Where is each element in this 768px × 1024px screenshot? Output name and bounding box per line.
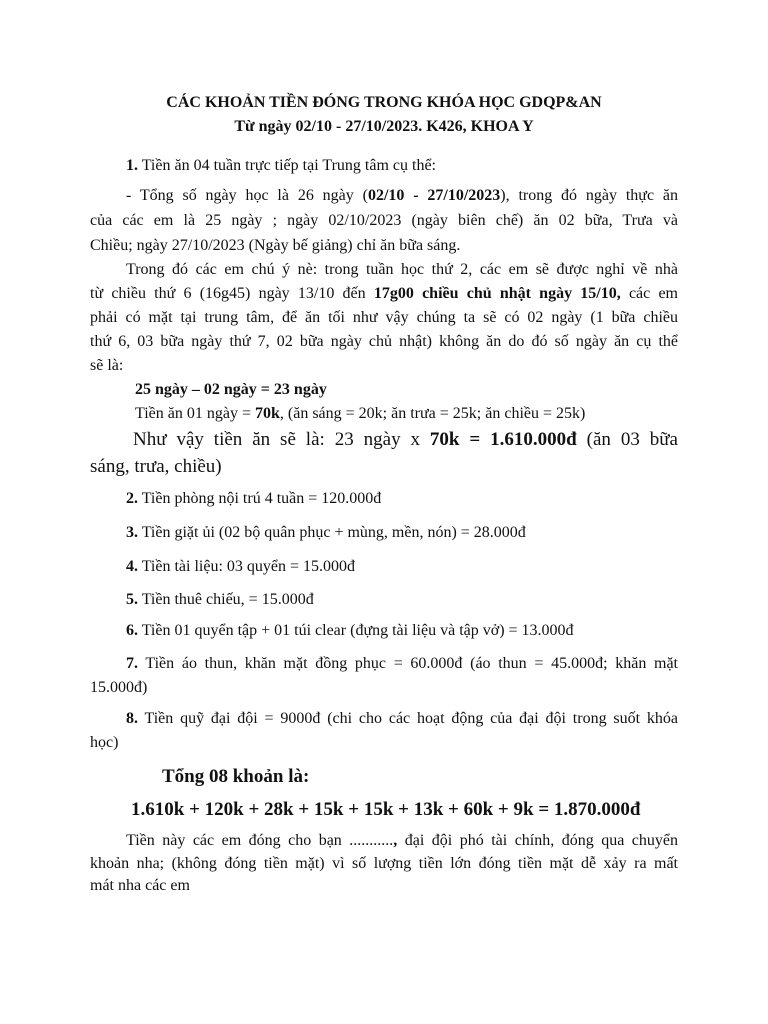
item-number: 1. bbox=[126, 157, 138, 174]
paragraph-2-line-5: sẽ là: bbox=[90, 357, 124, 374]
fee-item: 5. Tiền thuê chiếu, = 15.000đ bbox=[126, 591, 314, 608]
fee-item-continuation: học) bbox=[90, 734, 119, 751]
fee-item: 2. Tiền phòng nội trú 4 tuần = 120.000đ bbox=[126, 490, 382, 507]
paragraph-1-line-1: - Tổng số ngày học là 26 ngày (02/10 - 27/10/2023), trong đó ngày thực ăn bbox=[126, 187, 678, 204]
daily-meal-rate: Tiền ăn 01 ngày = 70k, (ăn sáng = 20k; ăn trưa = 25k; ăn chiều = 25k) bbox=[135, 405, 586, 422]
section-1-heading bbox=[126, 157, 436, 175]
paragraph-1-line-2: của các em là 25 ngày ; ngày 02/10/2023 (ngày biên chế) ăn 02 bữa, Trưa và bbox=[90, 212, 678, 229]
payment-note-line-2: khoản nha; (không đóng tiền mặt) vì số lượng tiền lớn đóng tiền mặt dễ xảy ra mất bbox=[90, 855, 678, 872]
paragraph-2-line-4: thứ 6, 03 bữa ngày thứ 7, 02 bữa ngày chủ nhật) không ăn do đó số ngày ăn cụ thể bbox=[90, 333, 678, 350]
paragraph-1-line-3: Chiều; ngày 27/10/2023 (Ngày bế giảng) chỉ ăn bữa sáng. bbox=[90, 237, 461, 254]
document-subtitle: Từ ngày 02/10 - 27/10/2023. K426, KHOA Y bbox=[234, 118, 534, 135]
meal-total-line-2: sáng, trưa, chiều) bbox=[90, 456, 222, 477]
payment-note-line-1: Tiền này các em đóng cho bạn ..........., đại đội phó tài chính, đóng qua chuyển bbox=[126, 832, 678, 849]
meal-total-line-1: Như vậy tiền ăn sẽ là: 23 ngày x 70k = 1.610.000đ (ăn 03 bữa bbox=[133, 429, 678, 450]
summary-formula: 1.610k + 120k + 28k + 15k + 15k + 13k + 60k + 9k = 1.870.000đ bbox=[131, 799, 641, 820]
item-text: Tiền ăn 04 tuần trực tiếp tại Trung tâm cụ thể: bbox=[138, 157, 436, 174]
fee-item: 4. Tiền tài liệu: 03 quyển = 15.000đ bbox=[126, 558, 356, 575]
paragraph-2-line-1: Trong đó các em chú ý nè: trong tuần học thứ 2, các em sẽ được nghỉ về nhà bbox=[126, 261, 678, 278]
payment-note-line-3: mát nha các em bbox=[90, 877, 190, 894]
paragraph-2-line-3: phải có mặt tại trung tâm, để ăn tối như vậy chúng ta sẽ có 02 ngày (1 bữa chiều bbox=[90, 309, 678, 326]
fee-item: 8. Tiền quỹ đại đội = 9000đ (chi cho các hoạt động của đại đội trong suốt khóa bbox=[126, 710, 678, 727]
fee-item-continuation: 15.000đ) bbox=[90, 679, 148, 696]
document-title: CÁC KHOẢN TIỀN ĐÓNG TRONG KHÓA HỌC GDQP&AN bbox=[166, 94, 602, 111]
fee-item: 6. Tiền 01 quyển tập + 01 túi clear (đựng tài liệu và tập vở) = 13.000đ bbox=[126, 622, 574, 639]
summary-heading: Tổng 08 khoản là: bbox=[162, 766, 310, 787]
paragraph-2-line-2: từ chiều thứ 6 (16g45) ngày 13/10 đến 17g00 chiều chủ nhật ngày 15/10, các em bbox=[90, 285, 679, 302]
fee-item: 7. Tiền áo thun, khăn mặt đồng phục = 60.000đ (áo thun = 45.000đ; khăn mặt bbox=[126, 655, 678, 672]
fee-item: 3. Tiền giặt ủi (02 bộ quân phục + mùng, mền, nón) = 28.000đ bbox=[126, 524, 526, 541]
days-calculation: 25 ngày – 02 ngày = 23 ngày bbox=[135, 381, 327, 398]
